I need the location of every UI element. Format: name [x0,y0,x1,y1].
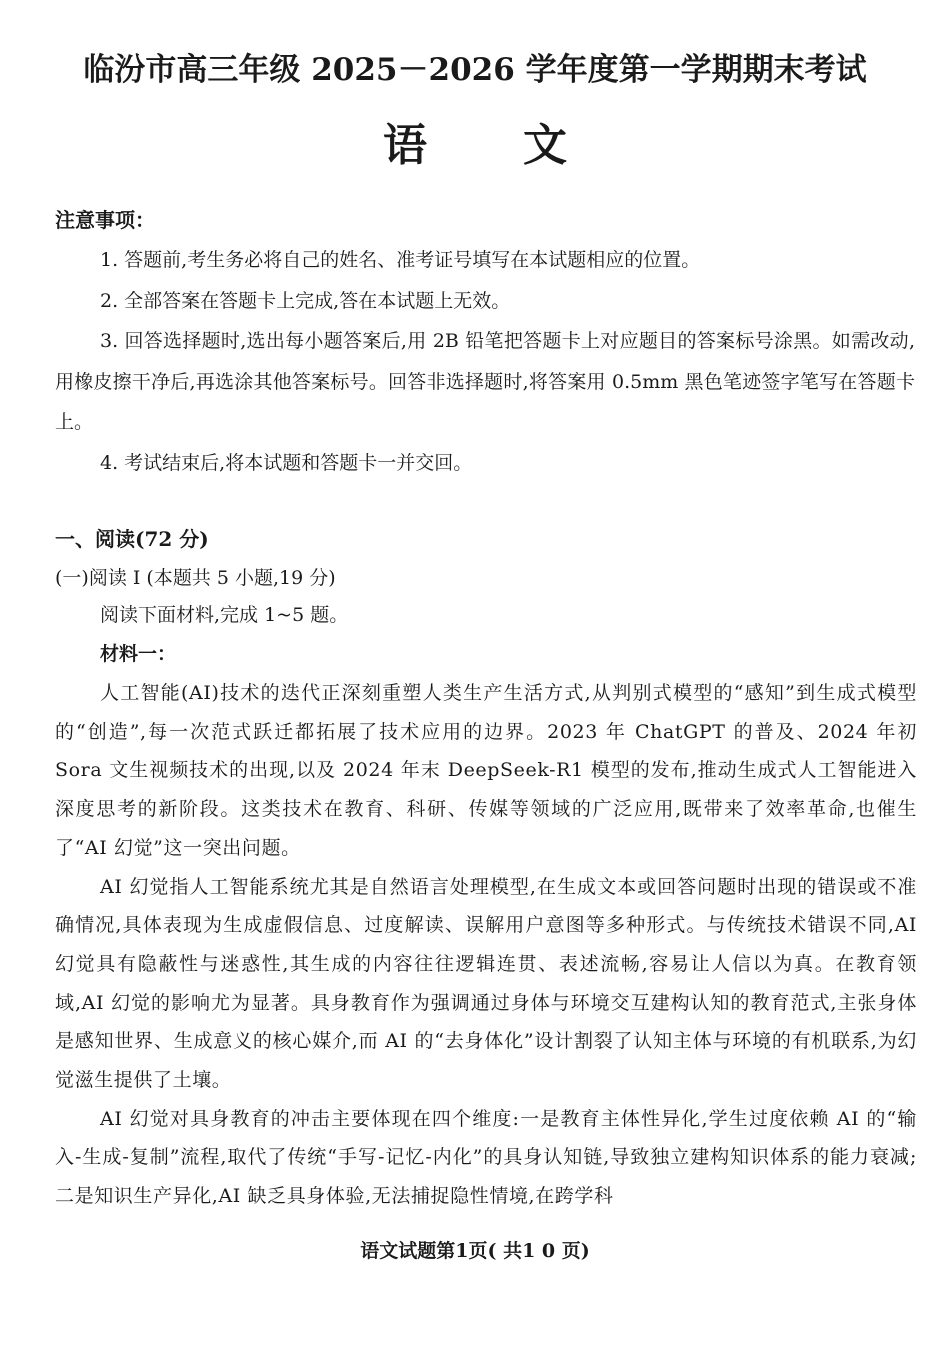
page-footer: 语文试题第1页( 共1 0 页) [360,1240,590,1262]
exam-title: 临汾市高三年级 2025－2026 学年度第一学期期末考试 [83,52,867,88]
material-paragraph: AI 幻觉指人工智能系统尤其是自然语言处理模型,在生成文本或回答问题时出现的错误或不准确情况,具体表现为生成虚假信息、过度解读、误解用户意图等多种形式。与传统技术错误不同,AI 幻觉具有隐蔽性与迷惑性,其生成的内容往往逻辑连贯、表述流畅,容易让人信以为真。在教育领域,AI 幻觉的影响尤为显著。具身教育作为强调通过身体与环境交互建构认知的教育范式,主张身体是感知世界、生成意义的核心媒介,而 AI 的“去身体化”设计割裂了认知主体与环境的有机联系,为幻觉滋生提供了土壤。 [55,875,917,1092]
material-paragraph: AI 幻觉对具身教育的冲击主要体现在四个维度:一是教育主体性异化,学生过度依赖 AI 的“输入-生成-复制”流程,取代了传统“手写-记忆-内化”的具身认知链,导致独立建构知识体系的能力衰减;二是知识生产异化,AI 缺乏具身体验,无法捕捉隐性情境,在跨学科 [55,1107,917,1208]
notice-item: 3. 回答选择题时,选出每小题答案后,用 2B 铅笔把答题卡上对应题目的答案标号涂黑。如需改动,用橡皮擦干净后,再选涂其他答案标号。回答非选择题时,将答案用 0.5mm 黑色笔迹签字笔写在答题卡上。 [55,330,915,433]
subject-title: 语文 [383,120,663,171]
material-paragraph: 人工智能(AI)技术的迭代正深刻重塑人类生产生活方式,从判别式模型的“感知”到生成式模型的“创造”,每一次范式跃迁都拓展了技术应用的边界。2023 年 ChatGPT 的普及、2024 年初 Sora 文生视频技术的出现,以及 2024 年末 DeepSeek-R1 模型的发布,推动生成式人工智能进入深度思考的新阶段。这类技术在教育、科研、传媒等领域的广泛应用,既带来了效率革命,也催生了“AI 幻觉”这一突出问题。 [55,682,917,859]
notice-item: 2. 全部答案在答题卡上完成,答在本试题上无效。 [100,289,511,312]
notice-item: 1. 答题前,考生务必将自己的姓名、准考证号填写在本试题相应的位置。 [100,249,701,271]
part-heading: (一)阅读 I (本题共 5 小题,19 分) [55,567,336,589]
section-heading: 一、阅读(72 分) [55,527,209,551]
material-label: 材料一： [100,643,177,665]
notice-list [55,240,915,483]
notice-heading: 注意事项： [55,208,155,232]
reading-instruction: 阅读下面材料,完成 1~5 题。 [100,604,349,626]
notice-item: 4. 考试结束后,将本试题和答题卡一并交回。 [100,451,473,474]
material-body [55,674,917,1216]
